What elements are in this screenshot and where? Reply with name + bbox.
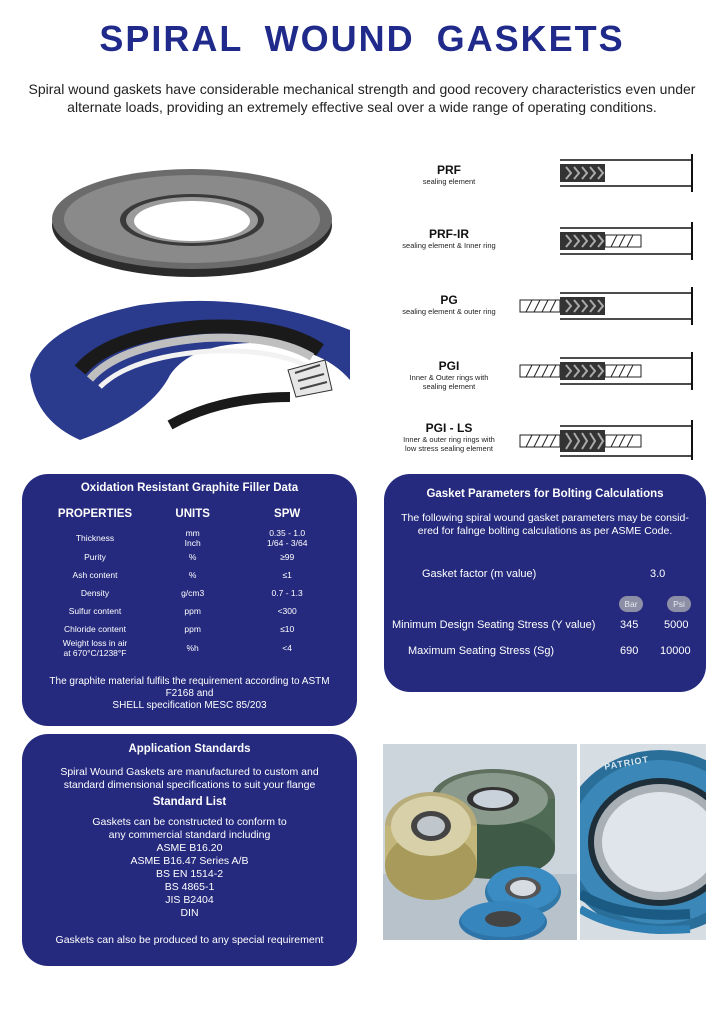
oxidation-heading: Oxidation Resistant Graphite Filler Data: [80, 482, 299, 494]
intro-line: ered for falnge bolting calculations as per ASME Code.: [417, 525, 673, 537]
gasket-closeup-graphic: [580, 744, 706, 940]
spw-cell: ≤1: [282, 570, 292, 580]
sg-label: Maximum Seating Stress (Sg): [408, 645, 555, 657]
table-row: [32, 528, 347, 548]
property-cell: Purity: [84, 552, 106, 562]
intro-paragraph: Spiral wound gaskets have considerable mechanical strength and good recovery characteristics even under alternate loads, providing an extremely effective seal over a wide range of operating conditions.: [28, 81, 696, 115]
bolting-heading: Gasket Parameters for Bolting Calculations: [426, 488, 664, 500]
gasket-closeup-photo: [580, 744, 706, 940]
property-cell: Sulfur content: [68, 606, 122, 616]
application-standards-panel: [22, 734, 357, 966]
application-footer: Gaskets can also be produced to any special requirement: [55, 934, 324, 946]
property-cell: Density: [80, 588, 110, 598]
gasket-factor-label: Gasket factor (m value): [422, 568, 537, 580]
units-cell: mm Inch: [184, 528, 201, 548]
bolting-intro: [392, 512, 698, 538]
units-cell: ppm: [184, 606, 201, 616]
application-heading: Application Standards: [128, 743, 251, 755]
oxidation-filler-panel: [22, 474, 357, 726]
pg-cross-section-drawing: [516, 285, 696, 325]
spw-cell: ≤10: [280, 624, 295, 634]
units-cell: %h: [186, 643, 199, 653]
table-row: [32, 548, 347, 566]
standard-list-heading: Standard List: [152, 796, 227, 808]
cross-section-desc: low stress sealing element: [405, 444, 493, 453]
cross-section-desc: sealing element & Inner ring: [402, 241, 496, 250]
list-line: BS 4865-1: [164, 881, 215, 893]
page-title: SPIRAL WOUND GASKETS: [99, 18, 625, 59]
table-row: [32, 638, 347, 658]
cross-section-desc: sealing element: [422, 382, 476, 391]
list-line: ASME B16.20: [156, 842, 223, 854]
gasket-illustration: [20, 165, 365, 455]
cross-section-pgi: [374, 359, 524, 391]
list-line: ASME B16.47 Series A/B: [130, 855, 249, 867]
intro-line: The following spiral wound gasket parameters may be consid-: [401, 512, 689, 524]
list-line: Gaskets can be constructed to conform to: [92, 816, 287, 828]
cross-section-pg: [374, 293, 524, 316]
cross-section-prf: [374, 163, 524, 186]
units-cell: %: [188, 552, 197, 562]
property-cell: Ash content: [72, 570, 118, 580]
properties-table: [32, 508, 347, 658]
spw-cell: 0.35 - 1.0 1/64 - 3/64: [266, 528, 308, 548]
units-cell: g/cm3: [181, 588, 205, 598]
graphite-requirement-note: [30, 676, 349, 712]
gasket-factor-value: 3.0: [650, 568, 666, 580]
note-line: SHELL specification MESC 85/203: [112, 700, 267, 711]
desc-line: standard dimensional specifications to suit your flange: [63, 779, 316, 791]
application-description: [30, 766, 349, 792]
list-line: JIS B2404: [165, 894, 214, 906]
pgi-cross-section-drawing: [516, 350, 696, 390]
spw-cell: ≥99: [280, 552, 295, 562]
sg-psi: 10000: [660, 645, 691, 657]
list-line: BS EN 1514-2: [155, 868, 224, 880]
gasket-stack-photo: [383, 744, 577, 940]
col-units: UNITS: [175, 508, 210, 520]
cross-section-name: PGI: [438, 359, 460, 373]
patriot-brand-text: PATRIOT: [603, 754, 650, 772]
cross-section-desc: Inner & Outer rings with: [409, 373, 489, 382]
y-value-psi: 5000: [664, 619, 689, 631]
pgi-ls-cross-section-drawing: [516, 420, 696, 460]
cross-section-name: PG: [440, 293, 458, 307]
note-line: F2168 and: [165, 688, 214, 699]
unit-psi-badge: Psi: [667, 596, 691, 612]
cross-section-desc: sealing element & outer ring: [402, 307, 496, 316]
note-line: The graphite material fulfils the requirement according to ASTM: [49, 676, 330, 687]
list-line: any commercial standard including: [108, 829, 271, 841]
list-line: DIN: [180, 907, 199, 919]
units-cell: ppm: [184, 624, 201, 634]
sg-bar: 690: [620, 645, 639, 657]
property-cell: Chloride content: [64, 624, 126, 634]
table-row: [32, 620, 347, 638]
standard-list: [30, 816, 349, 920]
bolting-parameters-panel: [384, 474, 706, 692]
cross-section-name: PGI - LS: [425, 421, 473, 435]
desc-line: Spiral Wound Gaskets are manufactured to custom and: [60, 766, 319, 778]
col-spw: SPW: [274, 508, 301, 520]
col-properties: PROPERTIES: [57, 508, 133, 520]
prf-ir-cross-section-drawing: [516, 220, 696, 260]
unit-bar-badge: Bar: [619, 596, 643, 612]
spw-cell: <300: [277, 606, 297, 616]
spw-cell: <4: [282, 643, 292, 653]
cross-section-desc: Inner & outer ring rings with: [403, 435, 495, 444]
prf-cross-section-drawing: [516, 152, 696, 192]
spw-cell: 0.7 - 1.3: [271, 588, 303, 598]
cross-section-prf-ir: [374, 227, 524, 250]
cross-section-name: PRF: [437, 163, 461, 177]
property-cell: Weight loss in air at 670°C/1238°F: [62, 638, 128, 658]
table-row: [32, 602, 347, 620]
y-value-label: Minimum Design Seating Stress (Y value): [392, 619, 596, 631]
cross-section-name: PRF-IR: [429, 227, 469, 241]
units-cell: %: [188, 570, 197, 580]
y-value-bar: 345: [620, 619, 639, 631]
cross-section-desc: sealing element: [422, 177, 476, 186]
property-cell: Thickness: [75, 533, 115, 543]
table-row: [32, 584, 347, 602]
table-row: [32, 566, 347, 584]
cross-section-pgi-ls: [374, 421, 524, 453]
